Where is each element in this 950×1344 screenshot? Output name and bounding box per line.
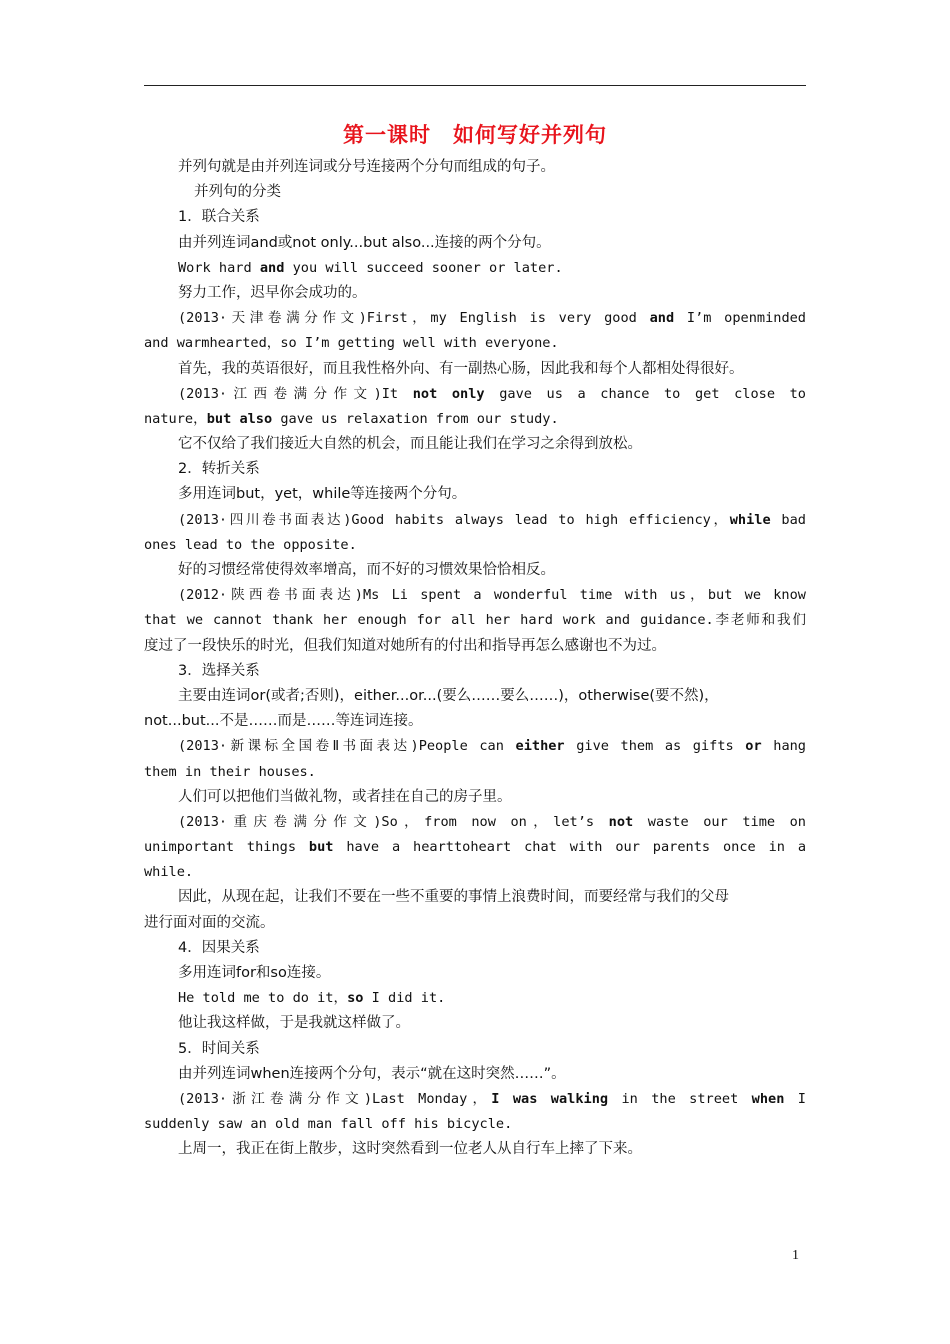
- translation-line: 人们可以把他们当做礼物，或者挂在自己的房子里。: [178, 788, 512, 805]
- example-line: (2013·新课标全国卷Ⅱ书面表达)People can either give them as gifts or hang: [178, 738, 806, 755]
- translation-line: 好的习惯经常使得效率增高，而不好的习惯效果恰恰相反。: [178, 562, 555, 578]
- text-line: not...but...不是……而是……等连词连接。: [144, 713, 423, 730]
- keyword: but also: [206, 410, 273, 427]
- translation-line: 上周一，我正在街上散步，这时突然看到一位老人从自行车上摔了下来。: [178, 1141, 642, 1158]
- keyword: but: [308, 839, 334, 856]
- example-line: (2013·重庆卷满分作文)So，from now on，let’s not waste our time on: [178, 813, 806, 830]
- example-line: that we cannot thank her enough for all her hard work and guidance.李老师和我们: [144, 612, 806, 629]
- example-line: He told me to do it，so I did it.: [178, 990, 446, 1007]
- keyword: not: [608, 813, 634, 830]
- page-number: 1: [792, 1248, 799, 1263]
- keyword: I was walking: [491, 1090, 609, 1107]
- translation-line: 努力工作，迟早你会成功的。: [178, 284, 367, 301]
- example-line: (2013·天津卷满分作文)First，my English is very good and I’m openminded: [178, 310, 806, 327]
- translation-line: 它不仅给了我们接近大自然的机会，而且能让我们在学习之余得到放松。: [178, 436, 642, 453]
- example-line: while.: [144, 864, 194, 881]
- example-line: suddenly saw an old man fall off his bicycle.: [144, 1116, 513, 1133]
- text-line: 由并列连词and或not only...but also...连接的两个分句。: [178, 234, 551, 251]
- translation-line: 进行面对面的交流。: [144, 914, 275, 931]
- keyword: and: [649, 310, 675, 327]
- intro-paragraph: 并列句就是由并列连词或分号连接两个分句而组成的句子。: [178, 159, 555, 175]
- example-line: ones lead to the opposite.: [144, 536, 357, 553]
- subheading-contrast: 2．转折关系: [178, 461, 260, 478]
- example-line: Work hard and you will succeed sooner or later.: [178, 259, 563, 276]
- text-line: 多用连词but，yet，while等连接两个分句。: [178, 486, 467, 503]
- keyword: either: [515, 738, 565, 755]
- keyword: or: [745, 738, 762, 755]
- page-title: 第一课时 如何写好并列句: [343, 123, 607, 147]
- section-heading: 并列句的分类: [194, 184, 281, 201]
- example-line: (2013·江西卷满分作文)It not only gave us a chance to get close to: [178, 385, 806, 402]
- text-line: 主要由连词or(或者;否则)，either...or...(要么……要么……)，otherwise(要不然)，: [178, 687, 719, 704]
- keyword: and: [259, 259, 285, 276]
- text-line: 由并列连词when连接两个分句，表示“就在这时突然……”。: [178, 1065, 566, 1082]
- header-rule: [144, 85, 806, 86]
- example-line: nature，but also gave us relaxation from our study.: [144, 410, 559, 427]
- example-line: unimportant things but have a hearttoheart chat with our parents once in a: [144, 839, 806, 856]
- keyword: when: [751, 1090, 785, 1107]
- document-body: [144, 155, 806, 1163]
- keyword: so: [347, 990, 364, 1007]
- translation-line: 度过了一段快乐的时光，但我们知道对她所有的付出和指导再怎么感谢也不为过。: [144, 637, 666, 654]
- example-line: (2013·四川卷书面表达)Good habits always lead to high efficiency，while bad: [178, 511, 806, 528]
- keyword: while: [729, 511, 771, 528]
- translation-line: 因此，从现在起，让我们不要在一些不重要的事情上浪费时间，而要经常与我们的父母: [178, 889, 729, 906]
- subheading-time: 5．时间关系: [178, 1040, 260, 1057]
- example-line: (2012·陕西卷书面表达)Ms Li spent a wonderful time with us，but we know: [178, 587, 806, 604]
- translation-line: 首先，我的英语很好，而且我性格外向、有一副热心肠，因此我和每个人都相处得很好。: [178, 360, 744, 377]
- keyword: not only: [412, 385, 485, 402]
- subheading-coordination: 1．联合关系: [178, 209, 260, 226]
- example-line: and warmhearted，so I’m getting well with everyone.: [144, 335, 559, 352]
- example-line: them in their houses.: [144, 763, 316, 780]
- subheading-cause: 4．因果关系: [178, 939, 260, 956]
- example-line: (2013·浙江卷满分作文)Last Monday，I was walking in the street when I: [178, 1090, 806, 1107]
- subheading-choice: 3．选择关系: [178, 662, 260, 679]
- text-line: 多用连词for和so连接。: [178, 965, 331, 981]
- translation-line: 他让我这样做，于是我就这样做了。: [178, 1015, 410, 1032]
